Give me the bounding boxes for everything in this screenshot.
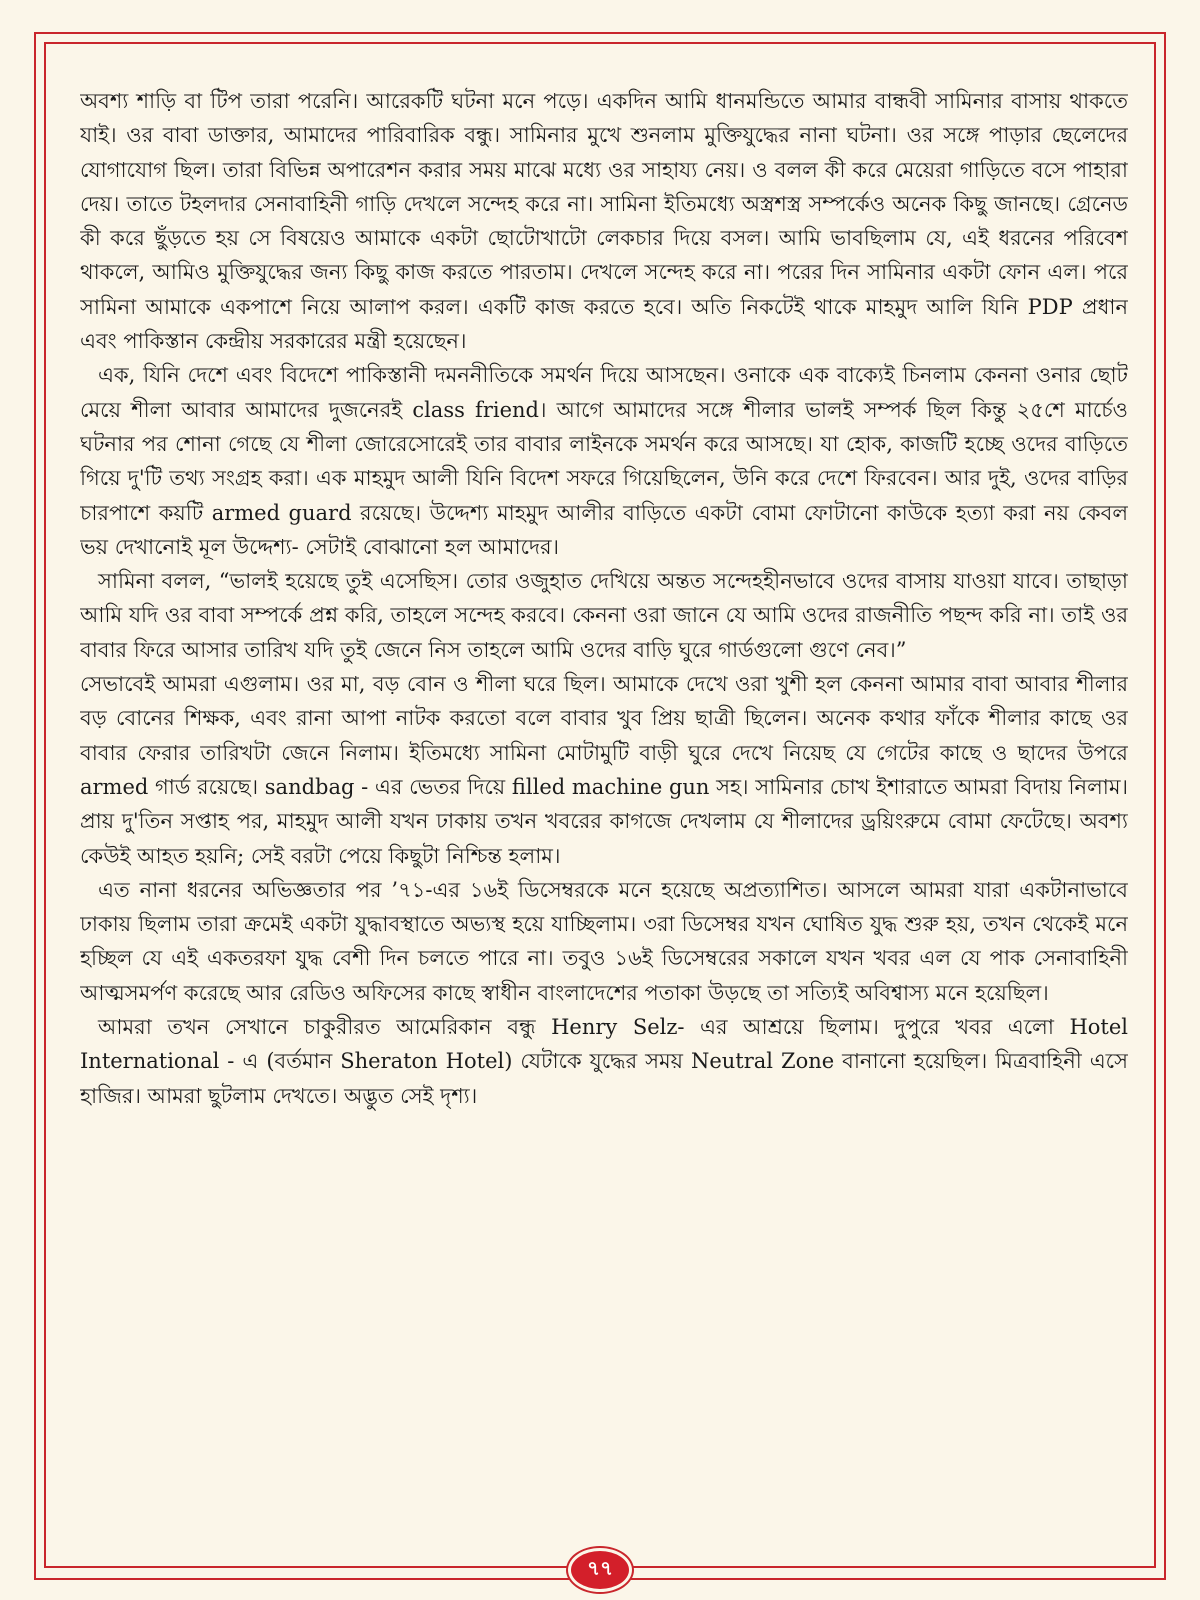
paragraph-4: সেভাবেই আমরা এগুলাম। ওর মা, বড় বোন ও শীলা ঘরে ছিল। আমাকে দেখে ওরা খুশী হল কেননা আমার বাবা আবার শীলার বড় বোনের শিক্ষক, এবং রানা আপা নাটক করতো বলে বাবার খুব প্রিয় ছাত্রী ছিলেন। অনেক কথার ফাঁকে শীলার কাছে ওর বাবার ফেরার তারিখটা জেনে নিলাম। ইতিমধ্যে সামিনা মোটামুটি বাড়ী ঘুরে দেখে নিয়েছ যে গেটের কাছে ও ছাদের উপরে armed গার্ড রয়েছে। sandbag - এর ভেতর দিয়ে filled machine gun সহ। সামিনার চোখ ইশারাতে আমরা বিদায় নিলাম। প্রায় দু'তিন সপ্তাহ পর, মাহমুদ আলী যখন ঢাকায় তখন খবরের কাগজে দেখলাম যে শীলাদের ড্রয়িংরুমে বোমা ফেটেছে। অবশ্য কেউই আহত হয়নি; সেই বরটা পেয়ে কিছুটা নিশ্চিন্ত হলাম। <box>80 672 1128 868</box>
paragraph-6: আমরা তখন সেখানে চাকুরীরত আমেরিকান বন্ধু Henry Selz- এর আশ্রয়ে ছিলাম। দুপুরে খবর এলো Hotel International - এ (বর্তমান Sheraton Hotel) যেটাকে যুদ্ধের সময় Neutral Zone বানানো হয়েছিল। মিত্রবাহিনী এসে হাজির। আমরা ছুটলাম দেখতে। অদ্ভুত সেই দৃশ্য। <box>80 1015 1128 1108</box>
paragraph-2: এক, যিনি দেশে এবং বিদেশে পাকিস্তানী দমননীতিকে সমর্থন দিয়ে আসছেন। ওনাকে এক বাক্যেই চিনলাম কেননা ওনার ছোট মেয়ে শীলা আবার আমাদের দুজনেরই class friend। আগে আমাদের সঙ্গে শীলার ভালই সম্পর্ক ছিল কিন্তু ২৫শে মার্চেও ঘটনার পর শোনা গেছে যে শীলা জোরেসোরেই তার বাবার লাইনকে সমর্থন করে আসছে। যা হোক, কাজটি হচ্ছে ওদের বাড়িতে গিয়ে দু'টি তথ্য সংগ্রহ করা। এক মাহমুদ আলী যিনি বিদেশ সফরে গিয়েছিলেন, উনি করে দেশে ফিরবেন। আর দুই, ওদের বাড়ির চারপাশে কয়টি armed guard রয়েছে। উদ্দেশ্য মাহমুদ আলীর বাড়িতে একটা বোমা ফোটানো কাউকে হত্যা করা নয় কেবল ভয় দেখানোই মূল উদ্দেশ্য- সেটাই বোঝানো হল আমাদের। <box>80 363 1128 559</box>
paragraph-1: অবশ্য শাড়ি বা টিপ তারা পরেনি। আরেকটি ঘটনা মনে পড়ে। একদিন আমি ধানমন্ডিতে আমার বান্ধবী সামিনার বাসায় থাকতে যাই। ওর বাবা ডাক্তার, আমাদের পারিবারিক বন্ধু। সামিনার মুখে শুনলাম মুক্তিযুদ্ধের নানা ঘটনা। ওর সঙ্গে পাড়ার ছেলেদের যোগাযোগ ছিল। তারা বিভিন্ন অপারেশন করার সময় মাঝে মধ্যে ওর সাহায্য নেয়। ও বলল কী করে মেয়েরা গাড়িতে বসে পাহারা দেয়। তাতে টহলদার সেনাবাহিনী গাড়ি দেখলে সন্দেহ করে না। সামিনা ইতিমধ্যে অস্ত্রশস্ত্র সম্পর্কেও অনেক কিছু জানছে। গ্রেনেড কী করে ছুঁড়তে হয় সে বিষয়েও আমাকে একটা ছোটোখাটো লেকচার দিয়ে বসল। আমি ভাবছিলাম যে, এই ধরনের পরিবেশ থাকলে, আমিও মুক্তিযুদ্ধের জন্য কিছু কাজ করতে পারতাম। দেখলে সন্দেহ করে না। পরের দিন সামিনার একটা ফোন এল। পরে সামিনা আমাকে একপাশে নিয়ে আলাপ করল। একটি কাজ করতে হবে। অতি নিকটেই থাকে মাহমুদ আলি যিনি PDP প্রধান এবং পাকিস্তান কেন্দ্রীয় সরকারের মন্ত্রী হয়েছেন। <box>80 89 1128 354</box>
page-number-badge <box>568 1548 632 1592</box>
paragraph-3: সামিনা বলল, “ভালই হয়েছে তুই এসেছিস। তোর ওজুহাত দেখিয়ে অন্তত সন্দেহহীনভাবে ওদের বাসায় যাওয়া যাবে। তাছাড়া আমি যদি ওর বাবা সম্পর্কে প্রশ্ন করি, তাহলে সন্দেহ করবে। কেননা ওরা জানে যে আমি ওদের রাজনীতি পছন্দ করি না। তাই ওর বাবার ফিরে আসার তারিখ যদি তুই জেনে নিস তাহলে আমি ওদের বাড়ি ঘুরে গার্ডগুলো গুণে নেব।” <box>80 569 1128 662</box>
page-number-label: ৭৭ <box>586 1555 613 1580</box>
page-body <box>80 84 1128 1484</box>
paragraph-5: এত নানা ধরনের অভিজ্ঞতার পর ’৭১-এর ১৬ই ডিসেম্বরকে মনে হয়েছে অপ্রত্যাশিত। আসলে আমরা যারা একটানাভাবে ঢাকায় ছিলাম তারা ক্রমেই একটা যুদ্ধাবস্থাতে অভ্যস্থ হয়ে যাচ্ছিলাম। ৩রা ডিসেম্বর যখন ঘোষিত যুদ্ধ শুরু হয়, তখন থেকেই মনে হচ্ছিল যে এই একতরফা যুদ্ধ বেশী দিন চলতে পারে না। তবুও ১৬ই ডিসেম্বরের সকালে যখন খবর এল যে পাক সেনাবাহিনী আত্মসমর্পণ করেছে আর রেডিও অফিসের কাছে স্বাধীন বাংলাদেশের পতাকা উড়ছে তা সত্যিই অবিশ্বাস্য মনে হয়েছিল। <box>80 877 1128 1005</box>
